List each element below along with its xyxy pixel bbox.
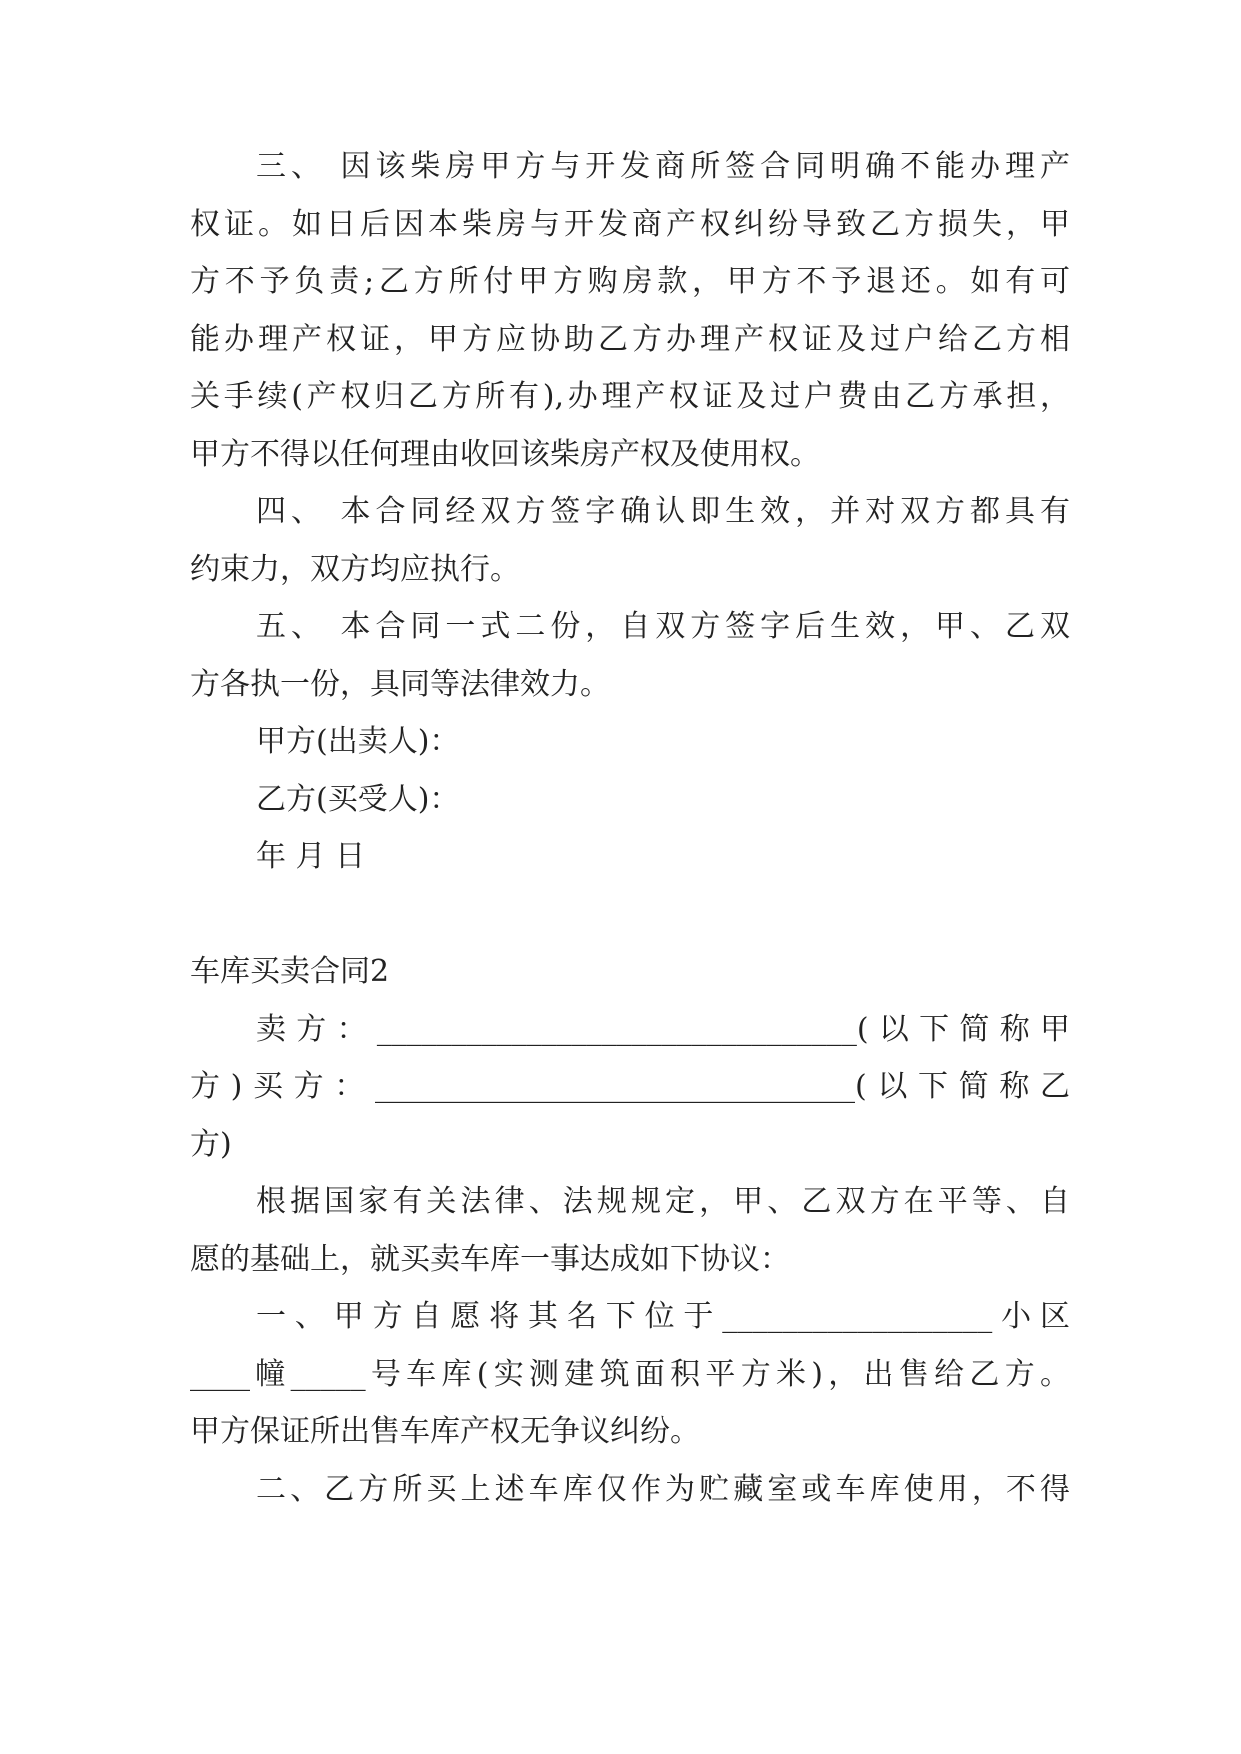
clause-3-line-6: 甲方不得以任何理由收回该柴房产权及使用权。 [190, 437, 820, 472]
clause-4-line-1: 四、 本合同经双方签字确认即生效，并对双方都具有 [256, 494, 1070, 529]
clause-4-line-2: 约束力，双方均应执行。 [190, 552, 520, 587]
clause-3-line-4: 能办理产权证，甲方应协助乙方办理产权证及过户给乙方相 [190, 322, 1070, 357]
clause-1-line-2: ____幢_____号车库(实测建筑面积平方米)，出售给乙方。 [190, 1357, 1070, 1392]
preamble-line-2: 愿的基础上，就买卖车库一事达成如下协议： [190, 1242, 790, 1277]
clause-3-line-3: 方不予负责;乙方所付甲方购房款，甲方不予退还。如有可 [190, 264, 1070, 299]
clause-5-line-1: 五、 本合同一式二份，自双方签字后生效，甲、乙双 [256, 609, 1070, 644]
clause-5-line-2: 方各执一份，具同等法律效力。 [190, 667, 610, 702]
clause-3-line-2: 权证。如日后因本柴房与开发商产权纠纷导致乙方损失，甲 [190, 207, 1070, 242]
buyer-line: 方)买方：________________________________(以下简称乙 [190, 1069, 1070, 1104]
buyer-line-end: 方) [190, 1127, 232, 1162]
clause-3-line-1: 三、 因该柴房甲方与开发商所签合同明确不能办理产 [256, 149, 1070, 184]
date-line: 年 月 日 [256, 839, 366, 874]
preamble-line-1: 根据国家有关法律、法规规定，甲、乙双方在平等、自 [256, 1184, 1070, 1219]
clause-1-line-1: 一、甲方自愿将其名下位于__________________小区 [256, 1299, 1070, 1334]
party-b-signature-line: 乙方(买受人)： [256, 782, 460, 817]
clause-2-line-1: 二、乙方所买上述车库仅作为贮藏室或车库使用，不得 [256, 1472, 1070, 1507]
seller-line: 卖方：________________________________(以下简称甲 [256, 1012, 1070, 1047]
party-a-signature-line: 甲方(出卖人)： [256, 724, 460, 759]
contract-2-title: 车库买卖合同2 [190, 954, 390, 989]
clause-3-line-5: 关手续(产权归乙方所有),办理产权证及过户费由乙方承担， [190, 379, 1070, 414]
clause-1-line-3: 甲方保证所出售车库产权无争议纠纷。 [190, 1414, 700, 1449]
